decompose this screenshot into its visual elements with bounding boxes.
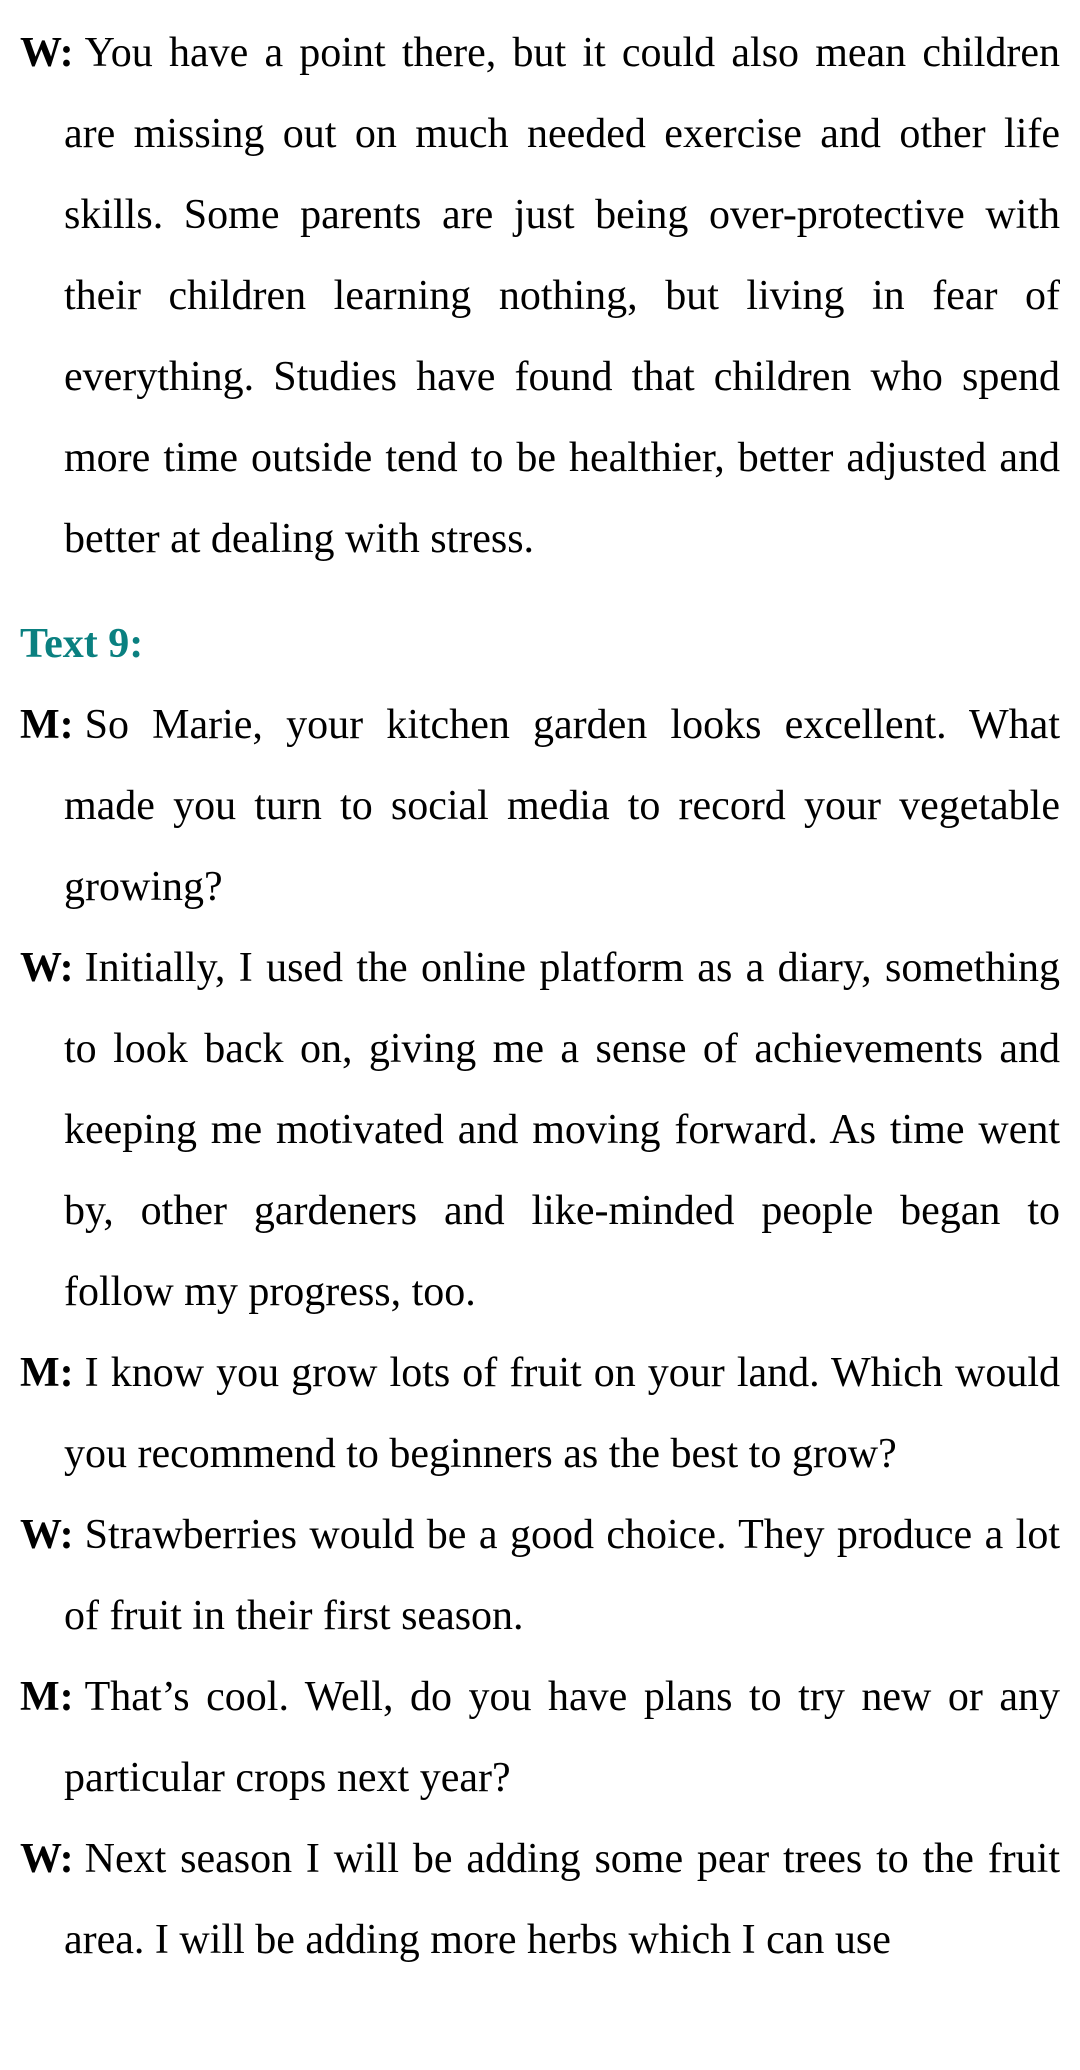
speaker-label: W: xyxy=(20,945,74,991)
dialogue-text: You have a point there, but it could also mean children are missing out on much needed exercise and other life skills. Some parents are just being over-protective with their children learning nothing, but living in fear of everything. Studies have found that children who spend more time outside tend to be healthier, better adjusted and better at dealing with stress. xyxy=(64,30,1060,562)
dialogue-turn xyxy=(20,1819,1060,1981)
section-heading: Text 9: xyxy=(20,621,144,667)
dialogue-text: Next season I will be adding some pear trees to the fruit area. I will be adding more herbs which I can use xyxy=(64,1836,1060,1963)
dialogue-turn xyxy=(20,1657,1060,1819)
speaker-label: W: xyxy=(20,1512,74,1558)
dialogue-text: So Marie, your kitchen garden looks excellent. What made you turn to social media to record your vegetable growing? xyxy=(64,702,1060,910)
speaker-label: W: xyxy=(20,30,74,76)
dialogue-turn xyxy=(20,685,1060,928)
speaker-label: M: xyxy=(20,1350,74,1396)
dialogue-turn xyxy=(20,13,1060,580)
speaker-label: M: xyxy=(20,1674,74,1720)
dialogue-text: That’s cool. Well, do you have plans to try new or any particular crops next year? xyxy=(64,1674,1060,1801)
dialogue-turn xyxy=(20,1333,1060,1495)
dialogue-turn xyxy=(20,1495,1060,1657)
speaker-label: M: xyxy=(20,702,74,748)
dialogue-turn xyxy=(20,928,1060,1333)
dialogue-text: Initially, I used the online platform as a diary, something to look back on, giving me a sense of achievements and keeping me motivated and moving forward. As time went by, other gardeners and like-minded people began to follow my progress, too. xyxy=(64,945,1060,1315)
dialogue-text: Strawberries would be a good choice. They produce a lot of fruit in their first season. xyxy=(64,1512,1060,1639)
speaker-label: W: xyxy=(20,1836,74,1882)
dialogue-text: I know you grow lots of fruit on your land. Which would you recommend to beginners as the best to grow? xyxy=(64,1350,1060,1477)
transcript-page xyxy=(20,13,1060,1981)
